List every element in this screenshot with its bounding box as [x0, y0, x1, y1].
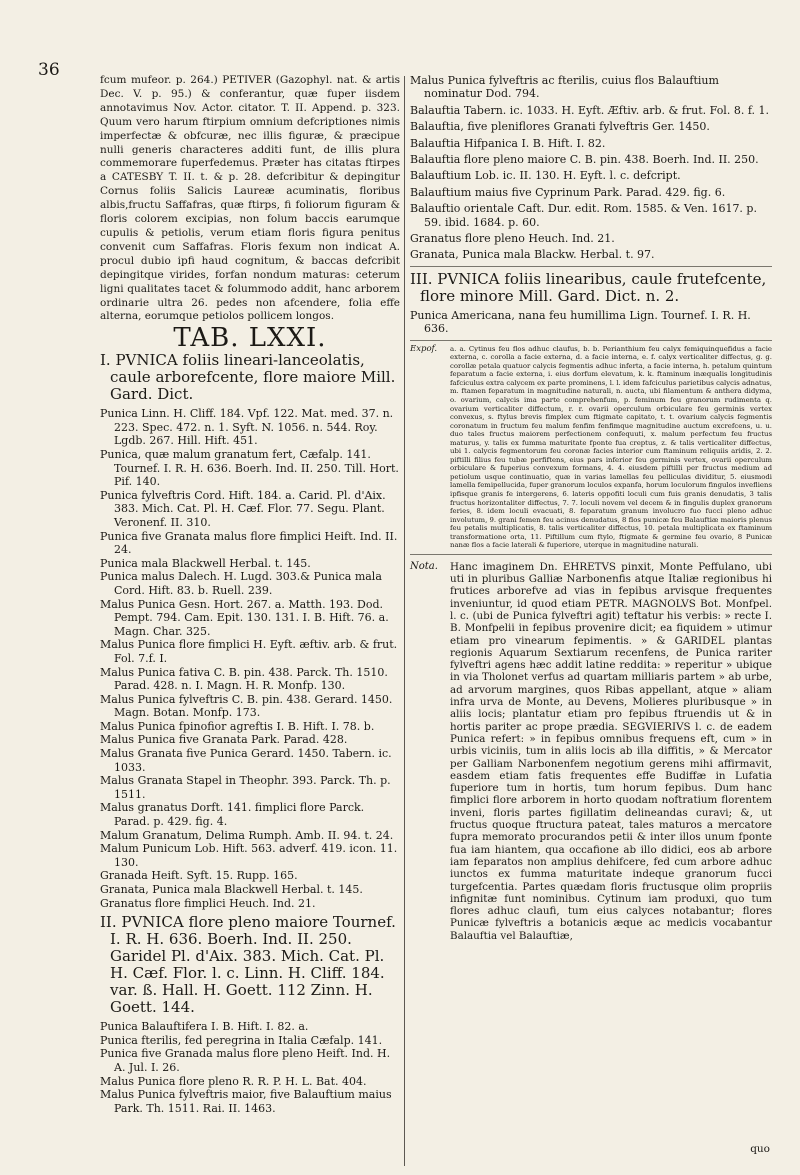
- synonym-entry: Malus Punica Gesn. Hort. 267. a. Matth. 193. Dod. Pempt. 794. Cam. Epit. 130. 131. I. B. Hift. 76. a. Magn. Char. 325.: [100, 597, 389, 638]
- synonym-entry: Balauftio orientale Caft. Dur. edit. Rom. 1585. & Ven. 1617. p. 59. ibid. 1684. p. 60.: [410, 202, 757, 229]
- synonym-entry: Malus Punica five Granata Park. Parad. 428.: [100, 733, 348, 747]
- synonym-entry: Balauftia Tabern. ic. 1033. H. Eyft. Æftiv. arb. & frut. Fol. 8. f. 1.: [410, 103, 769, 117]
- synonym-entry: Balauftia Hifpanica I. B. Hift. I. 82.: [410, 136, 606, 150]
- explanation-text: a. a. Cytinus feu flos adhuc claufus, b. b. Perianthium feu calyx femiquinquefidus a facie externa, c. corolla a facie externa, d. a facie interna, e. f. calyx verticaliter diffectus, g. g. corollæ petala quatuor calycis fegmentis adhuc inferta, a facie interna, h. petalum quintum feparatum a facie externa, i. eius dorfum elevatum, k. k. ftaminum inæqualis longitudinis fafciculus extra calycem ex parte prominens, l. l. idem fafciculus parietibus calycis adnatus, m. ftamen feparatum in magnitudine naturali, n. aucta, ubi filamentum & anthera didyma, o. ovarium, calycis ima parte comprehenfum, p. feminum feu granorum rudimenta q. ovarium verticaliter diffectum, r. r. ovarii operculum orbiculare feu germinis vertex convexus, s. ftylus brevis fimplex cum ftigmate capitato, t. t. ovarium calycis fegmentis coronatum in fructum feu malum fenfim fenfimque magnitudine auctum excrefcens, u. u. duo tales fructus maiorem perfectionem confequuti, x. malum perfectum feu fructus maturus, y. talis ex fumma maturitate fponte fua creptus, z. & talis verticaliter diffectus, ubi 1. calycis fegmentorum feu coronæ facies interior cum ftaminum reliquiis aridis, 2. 2. piftilli filius feu tubæ perfiftens, eius pars inferior feu germinis vertex, ovarii operculum orbiculare & fuperius convexum formans, 4. 4. eiusdem piftilli per fructus medium ad petiolum usque continuatio, quæ in varias lamellas feu pelliculas dividitur, 5. eiusmodi lamella femipellucida, fuper granorum loculos expanfa, horum loculorum fingulos invefliens ipfisque granis fe intergerens, 6. lateris oppofiti loculi cum fuis granis denudatis, 3 talis fructus horizontaliter diffectus, 7. 7. loculi novem vel decem & in fingulis duplex granorum feries, 8. idem loculi evacuati, 8. feparatum granum involucro fuo fucci pleno adhuc involutum, 9. grani femen feu acinus denudatus, 8 flos punicæ feu Balauftiæ maioris plenus feu petalis multiplicatis, 8. talis verticaliter diffectus, 10. petala multiplicata ex ftaminum transformatione orta, 11. Piftillum cum ftylo, ftigmate & germine feu ovario, 8 Punicæ nanæ flos a facie laterali & fuperiore, uterque in magnitudine naturali.: [450, 344, 772, 550]
- synonym-entry: Balauftium maius five Cyprinum Park. Parad. 429. fig. 6.: [410, 185, 726, 199]
- intro-paragraph: fcum mufeor. p. 264.) PETIVER (Gazophyl. nat. & artis Dec. V. p. 95.) & conferantur, quæ fuper iisdem annotavimus Nov. Actor. citator. T. II. Append. p. 323. Quum vero harum ftirpium omnium defcriptiones nimis imperfectæ & obfcuræ, nec illis figuræ, & præcipue nulli generis characteres additi funt, de illis plura commemorare fuperfedemus. Præter has citatas ftirpes a CATESBY T. II. t. & p. 28. defcribitur & depingitur Cornus foliis Salicis Laureæ acuminatis, floribus albis,fructu Saffafras, quæ ftirps, fi foliorum figuram & floris colorem excipias, non folum baccis earumque cupulis & petiolis, verum etiam floris figura penitus convenit cum Saffafras. Floris fexum non indicat A. procul dubio ipfi haud cognitum, & baccas defcribit depingitque virides, forfan nondum maturas: ceterum ligni qualitates tacet & folummodo addit, hanc arborem ordinarie ultra 26. pedes non afcendere, folia effe alterna, eorumque petiolos pollicem longos.: [100, 74, 400, 323]
- synonym-entry: Balauftia flore pleno maiore C. B. pin. 438. Boerh. Ind. II. 250.: [410, 153, 759, 167]
- synonym-entry: Punica, quæ malum granatum fert, Cæfalp. 141. Tournef. I. R. H. 636. Boerh. Ind. II. 250. Till. Hort. Pif. 140.: [100, 448, 399, 489]
- synonym-entry: Malus Punica fylveftris C. B. pin. 438. Gerard. 1450. Magn. Botan. Monfp. 173.: [100, 692, 393, 720]
- synonym-entry: Punica five Granada malus flore pleno Heift. Ind. H. A. Jul. I. 26.: [100, 1047, 391, 1074]
- species-heading-2: II. PVNICA flore pleno maiore Tournef. I. R. H. 636. Boerh. Ind. II. 250. Garidel Pl. d'Aix. 383. Mich. Cat. Pl. H. Cæf. Flor. l. c. Linn. H. Cliff. 184. var. ß. Hall. H. Goett. 112 Zinn. H. Goett. 144.: [100, 913, 396, 1017]
- section-rule: [410, 266, 772, 267]
- column-divider: [404, 76, 405, 1166]
- synonym-entry: Granata, Punica mala Blackw. Herbal. t. 97.: [410, 248, 655, 262]
- species-heading-1: I. PVNICA foliis lineari-lanceolatis, caule arborefcente, flore maiore Mill. Gard. Dict.: [100, 351, 396, 404]
- synonym-entry: Balauftium Lob. ic. II. 130. H. Eyft. l. c. defcript.: [410, 169, 681, 183]
- synonym-entry: Malus Punica flore fimplici H. Eyft. æftiv. arb. & frut. Fol. 7.f. I.: [100, 638, 398, 665]
- synonym-entry: Balauftia, five pleniflores Granati fylveftris Ger. 1450.: [410, 120, 710, 134]
- synonym-entry: Granatus flore fimplici Heuch. Ind. 21.: [100, 896, 316, 910]
- right-column: [410, 74, 772, 942]
- plate-explanation: [410, 345, 772, 550]
- synonym-entry: Malus Granata five Punica Gerard. 1450. Tabern. ic. 1033.: [100, 747, 392, 774]
- synonym-entry: Malus Punica fpinofior agreftis I. B. Hift. I. 78. b.: [100, 719, 375, 733]
- note-label: Nota.: [410, 560, 438, 572]
- synonym-entry: Punica Balauftifera I. B. Hift. I. 82. a.: [100, 1020, 309, 1034]
- page-number: 36: [38, 60, 60, 80]
- section-rule: [410, 340, 772, 341]
- species-heading-3: III. PVNICA foliis linearibus, caule frutefcente, flore minore Mill. Gard. Dict. n. 2.: [410, 269, 767, 305]
- synonym-entry: Malus Punica flore pleno R. R. P. H. L. Bat. 404.: [100, 1074, 367, 1088]
- synonym-entry: Malus Punica fativa C. B. pin. 438. Parck. Th. 1510. Parad. 428. n. I. Magn. H. R. Monfp. 130.: [100, 665, 388, 693]
- synonym-entry: Malum Granatum, Delima Rumph. Amb. II. 94. t. 24.: [100, 828, 394, 842]
- synonym-list-1: [100, 407, 400, 910]
- synonym-entry: Punica fterilis, fed peregrina in Italia Cæfalp. 141.: [100, 1033, 383, 1047]
- synonym-entry: Malus Granata Stapel in Theophr. 393. Parck. Th. p. 1511.: [100, 774, 391, 801]
- synonym-entry: Granatus flore pleno Heuch. Ind. 21.: [410, 232, 615, 246]
- section-rule: [410, 554, 772, 555]
- synonym-entry: Punica five Granata malus flore fimplici Heift. Ind. II. 24.: [100, 529, 398, 557]
- explanation-label: Expof.: [410, 343, 438, 354]
- synonym-entry: Malus granatus Dorft. 141. fimplici flore Parck. Parad. p. 429. fig. 4.: [100, 801, 365, 829]
- left-column: [100, 74, 400, 1115]
- synonym-entry: Malus Punica fylveftris maior, five Balauftium maius Park. Th. 1511. Rai. II. 1463.: [100, 1088, 392, 1115]
- synonym-entry: Punica Americana, nana feu humillima Lign. Tournef. I. R. H. 636.: [410, 308, 751, 336]
- note-section: [410, 561, 772, 942]
- note-text: Hanc imaginem Dn. EHRETVS pinxit, Monte Peffulano, ubi uti in pluribus Galliæ Narbonenfis atque Italiæ regionibus hi frutices arborefve ad vias in fepibus arvisque frequentes inveniuntur, id quod etiam PETR. MAGNOLVS Bot. Monfpel. l. c. (ubi de Punica fylveftri agit) teftatur his verbis: » recte I. B. Monfpelii in fepibus provenire dicit; ea fiquidem » utimur etiam pro vinearum fepimentis. » & GARIDEL plantas regionis Aquarum Sextiarum recenfens, de Punica rariter fylveftri agens hæc addit latine reddita: » reperitur » ubique in via Tholonet verfus ad quartam milliaris partem » ab urbe, ad arvorum margines, quos Ribas appellant, atque » aliam infra urva de Monte, au Devens, Molieres pluribusque » in aliis locis; plantatur etiam pro fepibus ftruendis ut & in hortis pariter ac prope prædia. SEGVIERIVS l. c. de eadem Punica refert: » in fepibus omnibus frequens eft, cum » in urbis viciniis, tum in aliis locis ab illa diffitis, » & Mercator per Galliam Narbonenfem negotium gerens mihi affirmavit, easdem etiam fatis frequentes effe Budiffæ in Lufatia fuperiore tum in hortis, tum horum fepibus. Dum hanc fimplici flore arborem in horto quodam noftratium florentem inveni, floris partes figillatim delineandas curavi; &, ut fructus quoque ftructura pateat, tales maturos a mercatore fupra memorato procurandos petii & inter illos unum fponte fua iam hiantem, qua occafione ab illo didici, eos ab arbore iam feparatos non amplius dehifcere, fed cum arbore adhuc iunctos ex fumma maturitate indeque granorum fucci turgefcentia. Partes quædam floris fructusque olim propriis infignitæ funt nominibus. Cytinum iam produxi, quo tum flores adhuc claufi, tum eius calyces notabantur; flores Punicæ fylveftris a botanicis æque ac medicis vocabantur Balauftia vel Balauftiæ,: [450, 560, 772, 942]
- synonym-entry: Malus Punica fylveftris ac fterilis, cuius flos Balauftium nominatur Dod. 794.: [410, 74, 719, 101]
- synonym-entry: Granata, Punica mala Blackwell Herbal. t. 145.: [100, 883, 363, 896]
- synonym-entry: Punica malus Dalech. H. Lugd. 303.& Punica mala Cord. Hift. 83. b. Ruell. 239.: [100, 570, 382, 597]
- plate-title: TAB. LXXI.: [173, 323, 327, 354]
- synonym-list-continued: [410, 74, 772, 262]
- synonym-list-2: [100, 1020, 400, 1115]
- synonym-entry: Punica fylveftris Cord. Hift. 184. a. Carid. Pl. d'Aix. 383. Mich. Cat. Pl. H. Cæf. Flor. 77. Segu. Plant. Veronenf. II. 310.: [100, 488, 386, 529]
- synonym-entry: Malum Punicum Lob. Hift. 563. adverf. 419. icon. 11. 130.: [100, 842, 398, 869]
- catchword: quo: [750, 1143, 770, 1155]
- synonym-entry: Granada Heift. Syft. 15. Rupp. 165.: [100, 869, 298, 883]
- synonym-entry: Punica mala Blackwell Herbal. t. 145.: [100, 556, 311, 570]
- synonym-entry: Punica Linn. H. Cliff. 184. Vpf. 122. Mat. med. 37. n. 223. Spec. 472. n. 1. Syft. N. 1056. n. 544. Roy. Lgdb. 267. Hill. Hift. 451.: [100, 407, 394, 448]
